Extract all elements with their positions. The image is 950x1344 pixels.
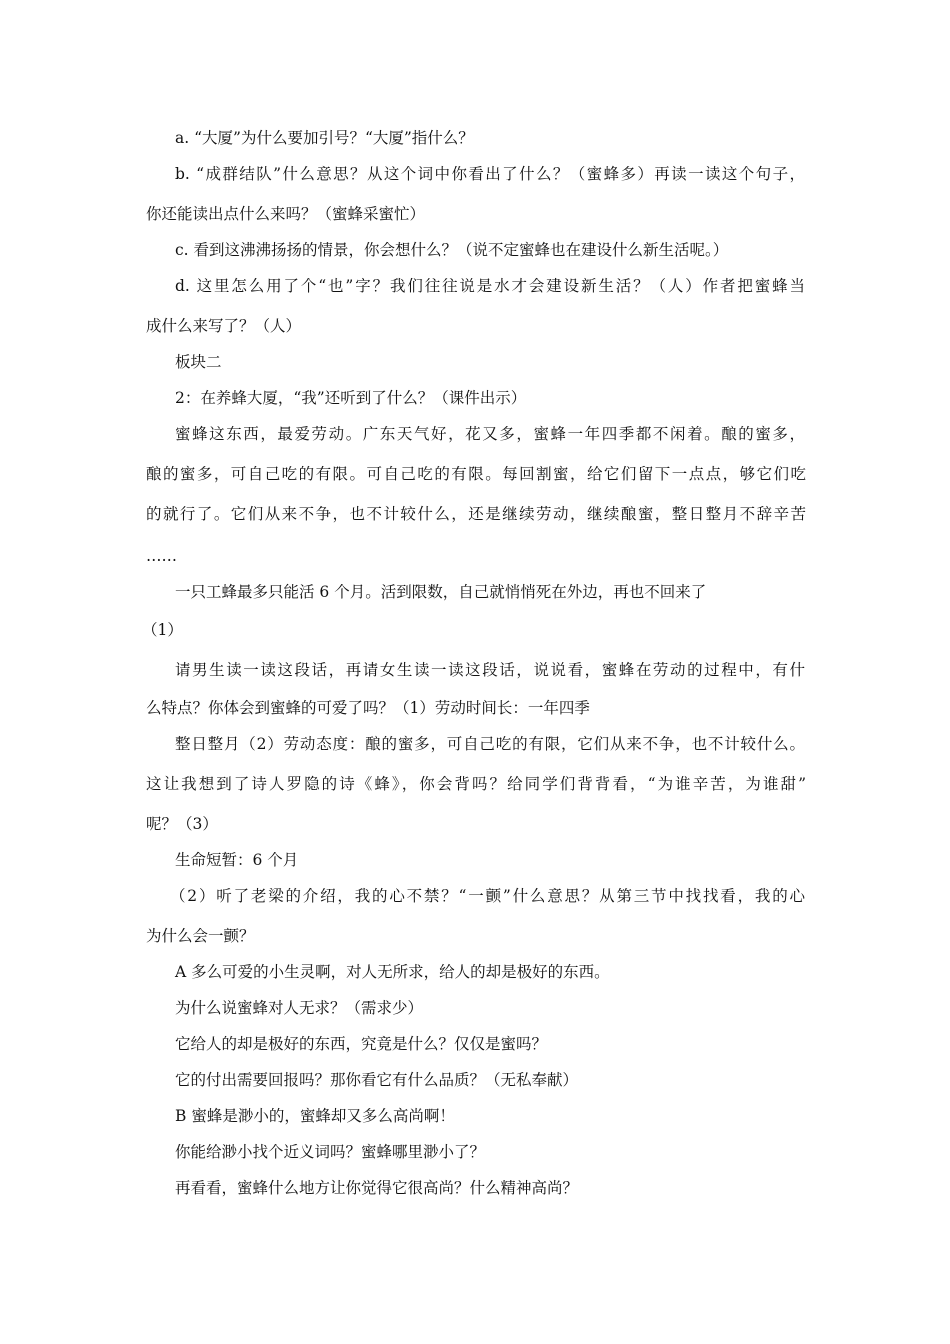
quote-paragraph: 一只工蜂最多只能活 6 个月。活到限数，自己就悄悄死在外边，再也不回来了 xyxy=(175,583,707,601)
paragraph: B 蜜蜂是渺小的，蜜蜂却又多么高尚啊！ xyxy=(175,1107,455,1125)
paragraph: 你能给渺小找个近义词吗？蜜蜂哪里渺小了？ xyxy=(175,1143,486,1161)
question-b-cont: 你还能读出点什么来吗？（蜜蜂采蜜忙） xyxy=(146,205,426,223)
paragraph: 再看看，蜜蜂什么地方让你觉得它很高尚？什么精神高尚？ xyxy=(175,1179,579,1197)
quote-paragraph: 蜜蜂这东西，最爱劳动。广东天气好，花又多，蜜蜂一年四季都不闲着。酿的蜜多， xyxy=(175,425,805,443)
quote-paragraph-cont: 的就行了。它们从来不争，也不计较什么，还是继续劳动，继续酿蜜，整日整月不辞辛苦 xyxy=(146,505,806,523)
paragraph-cont: 么特点？你体会到蜜蜂的可爱了吗？（1）劳动时间长：一年四季 xyxy=(146,699,590,717)
quote-paragraph-cont: 酿的蜜多，可自己吃的有限。可自己吃的有限。每回割蜜，给它们留下一点点，够它们吃 xyxy=(146,465,806,483)
list-marker: （1） xyxy=(142,621,183,639)
paragraph: （2）听了老梁的介绍，我的心不禁？“一颤”什么意思？从第三节中找找看，我的心 xyxy=(170,887,805,905)
paragraph: 为什么说蜜蜂对人无求？（需求少） xyxy=(175,999,424,1017)
paragraph-cont: 这让我想到了诗人罗隐的诗《蜂》，你会背吗？给同学们背背看，“为谁辛苦，为谁甜” xyxy=(146,775,806,793)
paragraph: 整日整月（2）劳动态度：酿的蜜多，可自己吃的有限，它们从来不争，也不计较什么。 xyxy=(175,735,805,753)
paragraph: 请男生读一读这段话，再请女生读一读这段话，说说看，蜜蜂在劳动的过程中，有什 xyxy=(175,661,805,679)
question-d-cont: 成什么来写了？（人） xyxy=(146,317,302,335)
paragraph: 2：在养蜂大厦，“我”还听到了什么？（课件出示） xyxy=(175,389,527,407)
section-heading: 板块二 xyxy=(175,353,222,371)
paragraph: 它给人的却是极好的东西，究竟是什么？仅仅是蜜吗？ xyxy=(175,1035,548,1053)
paragraph: A 多么可爱的小生灵啊，对人无所求，给人的却是极好的东西。 xyxy=(175,963,610,981)
question-b: b. “成群结队”什么意思？从这个词中你看出了什么？（蜜蜂多）再读一读这个句子， xyxy=(175,165,805,183)
question-c: c. 看到这沸沸扬扬的情景，你会想什么？（说不定蜜蜂也在建设什么新生活呢。） xyxy=(175,241,729,259)
paragraph: 生命短暂：6 个月 xyxy=(175,851,299,869)
ellipsis: …… xyxy=(146,547,177,565)
question-d: d. 这里怎么用了个“也”字？我们往往说是水才会建设新生活？（人）作者把蜜蜂当 xyxy=(175,277,805,295)
paragraph: 它的付出需要回报吗？那你看它有什么品质？（无私奉献） xyxy=(175,1071,579,1089)
question-a: a. “大厦”为什么要加引号？“大厦”指什么？ xyxy=(175,129,474,147)
paragraph-cont: 为什么会一颤？ xyxy=(146,927,255,945)
paragraph-cont: 呢？（3） xyxy=(146,815,218,833)
